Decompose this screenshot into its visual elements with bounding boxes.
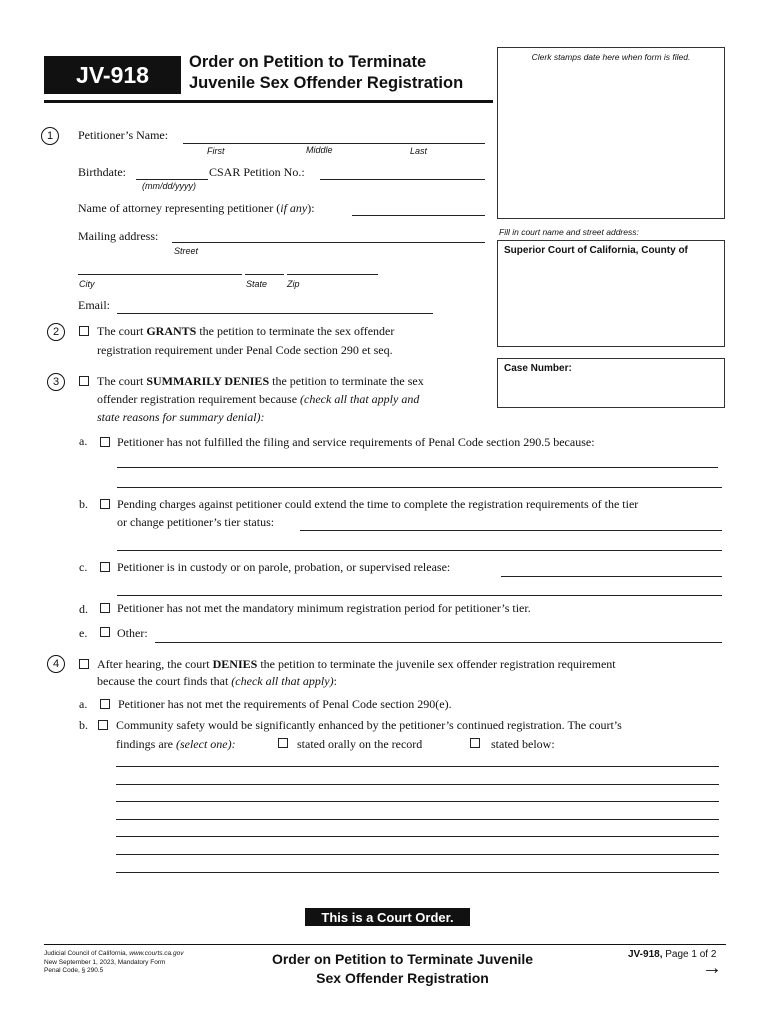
findings-line-6[interactable] <box>116 854 719 855</box>
denies-text: After hearing, the court DENIES the petition to terminate the juvenile sex offender registration requirement <box>97 657 616 671</box>
item3-c-line1[interactable] <box>501 576 722 577</box>
item3-d-letter: d. <box>79 602 88 616</box>
title-rule <box>44 100 493 103</box>
item3-e-letter: e. <box>79 626 88 640</box>
item3-b-line1[interactable] <box>300 530 722 531</box>
findings-line-3[interactable] <box>116 801 719 802</box>
state-field[interactable] <box>245 274 284 275</box>
case-number-label: Case Number: <box>504 363 572 374</box>
denies-checkbox[interactable] <box>79 659 89 669</box>
item3-e-line[interactable] <box>155 642 722 643</box>
attorney-label: Name of attorney representing petitioner (if any): <box>78 201 315 215</box>
findings-line-5[interactable] <box>116 836 719 837</box>
csar-field[interactable] <box>320 179 485 180</box>
birthdate-label: Birthdate: <box>78 165 126 179</box>
petitioner-name-label: Petitioner’s Name: <box>78 128 169 142</box>
item3-c-text: Petitioner is in custody or on parole, probation, or supervised release: <box>117 560 451 574</box>
footer-revision: New September 1, 2023, Mandatory Form <box>44 958 166 966</box>
findings-line-2[interactable] <box>116 784 719 785</box>
footer-council: Judicial Council of California, www.courts.ca.gov <box>44 950 184 957</box>
grants-text-line2: registration requirement under Penal Code section 290 et seq. <box>97 343 393 357</box>
footer-page: Page 1 of 2 <box>662 949 717 960</box>
item3-c-letter: c. <box>79 560 88 574</box>
item3-d-text: Petitioner has not met the mandatory minimum registration period for petitioner’s tier. <box>117 601 531 615</box>
item3-a-line2[interactable] <box>117 487 722 488</box>
clerk-stamp-label: Clerk stamps date here when form is filed. <box>531 52 691 62</box>
last-name-hint: Last <box>410 146 428 156</box>
footer-title <box>250 950 555 988</box>
footer-code: Penal Code, § 290.5 <box>44 967 104 974</box>
case-number-box[interactable] <box>497 358 725 408</box>
footer-source <box>44 950 183 976</box>
birthdate-field[interactable] <box>136 179 208 180</box>
item-number-2: 2 <box>47 323 65 341</box>
stated-orally-label: stated orally on the record <box>297 737 423 751</box>
zip-hint: Zip <box>287 279 300 289</box>
form-title <box>189 52 463 94</box>
birthdate-hint: (mm/dd/yyyy) <box>142 181 196 191</box>
court-instruction: Fill in court name and street address: <box>499 227 639 237</box>
summarily-denies-line2: offender registration requirement because (check all that apply and <box>97 392 420 406</box>
item-number-3: 3 <box>47 373 65 391</box>
zip-field[interactable] <box>287 274 378 275</box>
middle-name-hint: Middle <box>306 145 333 155</box>
item3-b-letter: b. <box>79 497 88 511</box>
court-name-label: Superior Court of California, County of <box>504 245 688 256</box>
footer-title-line2: Sex Offender Registration <box>316 970 489 986</box>
summarily-denies-line3: state reasons for summary denial): <box>97 410 265 424</box>
item3-a-checkbox[interactable] <box>100 437 110 447</box>
court-order-banner: This is a Court Order. <box>305 908 470 926</box>
summarily-denies-text: The court SUMMARILY DENIES the petition to terminate the sex <box>97 374 424 388</box>
summarily-denies-checkbox[interactable] <box>79 376 89 386</box>
stated-orally-checkbox[interactable] <box>278 738 288 748</box>
item3-b-checkbox[interactable] <box>100 499 110 509</box>
findings-line-7[interactable] <box>116 872 719 873</box>
findings-line-4[interactable] <box>116 819 719 820</box>
item4-a-letter: a. <box>79 697 88 711</box>
footer-form-id: JV-918, <box>628 949 663 960</box>
email-label: Email: <box>78 298 110 312</box>
item4-a-text: Petitioner has not met the requirements of Penal Code section 290(e). <box>118 697 452 711</box>
attorney-field[interactable] <box>352 215 485 216</box>
findings-line-1[interactable] <box>116 766 719 767</box>
denies-text-line2: because the court finds that (check all that apply): <box>97 674 337 688</box>
court-name-box[interactable] <box>497 240 725 347</box>
item4-b-text1: Community safety would be significantly enhanced by the petitioner’s continued registration. The court’s <box>116 718 622 732</box>
item3-d-checkbox[interactable] <box>100 603 110 613</box>
item3-e-checkbox[interactable] <box>100 627 110 637</box>
street-hint: Street <box>174 246 199 256</box>
first-name-hint: First <box>207 146 225 156</box>
item3-c-line2[interactable] <box>117 595 722 596</box>
grants-text: The court GRANTS the petition to terminate the sex offender <box>97 324 395 338</box>
item3-c-checkbox[interactable] <box>100 562 110 572</box>
footer-url: www.courts.ca.gov <box>129 950 184 957</box>
item3-a-text: Petitioner has not fulfilled the filing and service requirements of Penal Code section 290.5 because: <box>117 435 595 449</box>
item-number-1: 1 <box>41 127 59 145</box>
grants-checkbox[interactable] <box>79 326 89 336</box>
form-id-badge <box>44 56 181 94</box>
item4-a-checkbox[interactable] <box>100 699 110 709</box>
next-page-arrow-icon[interactable]: → <box>702 957 722 979</box>
stated-below-label: stated below: <box>491 737 555 751</box>
item3-b-line2[interactable] <box>117 550 722 551</box>
item4-b-text2: findings are (select one): <box>116 737 236 751</box>
item3-a-letter: a. <box>79 434 88 448</box>
item4-b-letter: b. <box>79 718 88 732</box>
item3-e-text: Other: <box>117 626 148 640</box>
item3-a-line1[interactable] <box>117 467 718 468</box>
form-title-line1: Order on Petition to Terminate <box>189 53 427 71</box>
mailing-address-label: Mailing address: <box>78 229 159 243</box>
csar-label: CSAR Petition No.: <box>209 165 305 179</box>
petitioner-name-field[interactable] <box>183 143 485 144</box>
footer-rule <box>44 944 726 945</box>
email-field[interactable] <box>117 313 433 314</box>
city-field[interactable] <box>78 274 242 275</box>
form-title-line2: Juvenile Sex Offender Registration <box>189 74 464 92</box>
item3-b-text2: or change petitioner’s tier status: <box>117 515 275 529</box>
item4-b-checkbox[interactable] <box>98 720 108 730</box>
clerk-stamp-box[interactable] <box>497 47 725 219</box>
state-hint: State <box>246 279 268 289</box>
footer-title-line1: Order on Petition to Terminate Juvenile <box>271 951 534 967</box>
city-hint: City <box>79 279 95 289</box>
street-field[interactable] <box>172 242 485 243</box>
form-id: JV-918 <box>76 61 149 88</box>
item3-b-text1: Pending charges against petitioner could extend the time to complete the registration requirements of the tier <box>117 497 639 511</box>
item-number-4: 4 <box>47 655 65 673</box>
stated-below-checkbox[interactable] <box>470 738 480 748</box>
